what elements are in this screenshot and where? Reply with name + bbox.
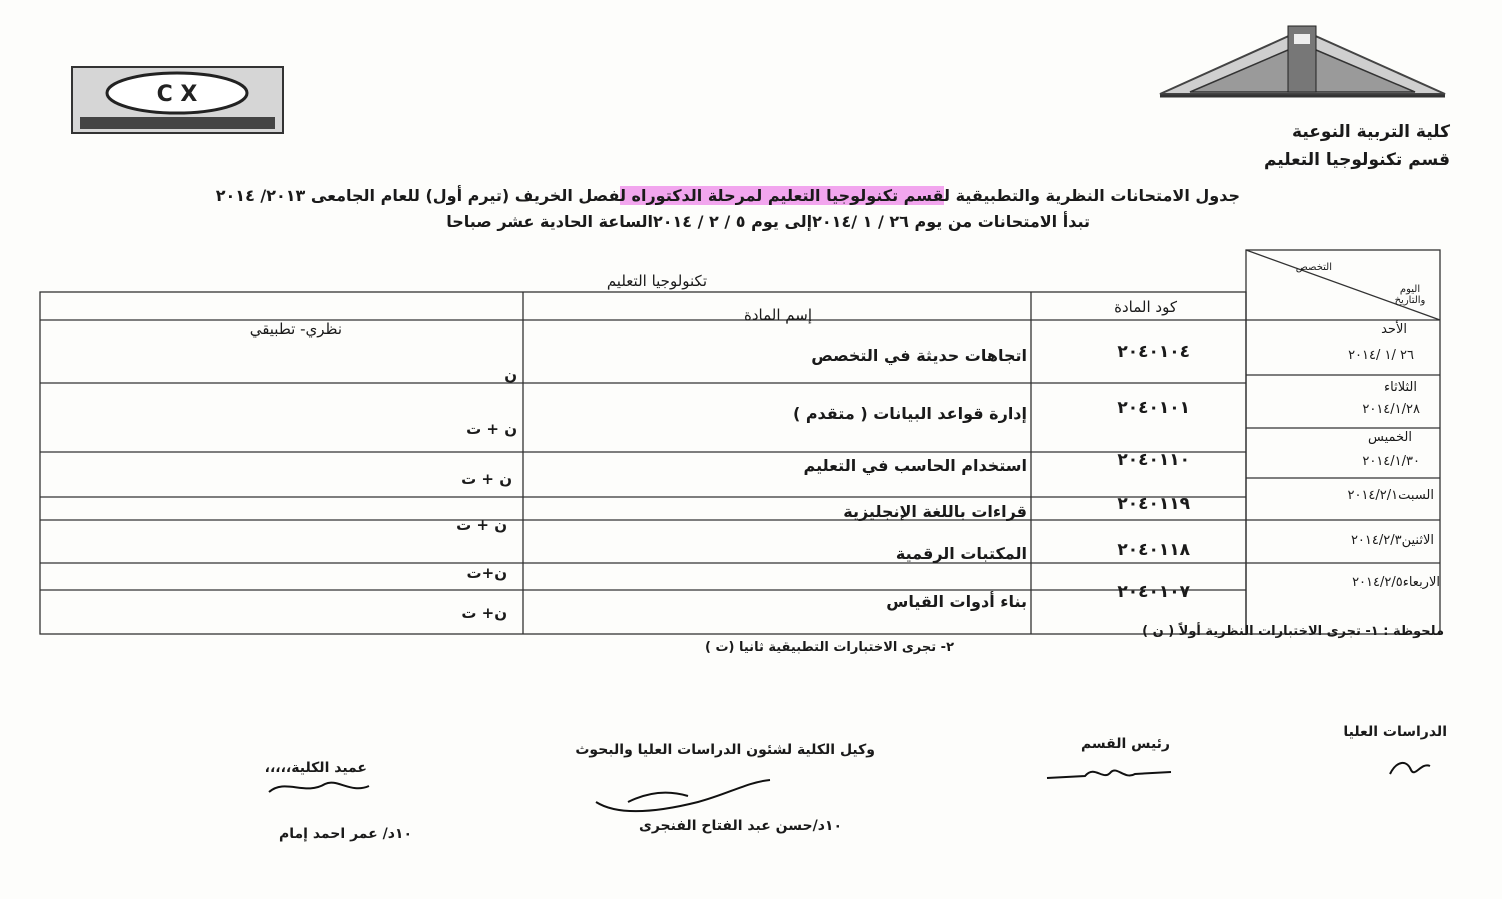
- corner-day-date: اليوم والتاريخ: [1394, 284, 1426, 306]
- row-code: ٢٠٤٠١٠٧: [1117, 582, 1190, 602]
- schedule-subtitle: تبدأ الامتحانات من يوم ٢٦ / ١ /٢٠١٤إلى يوم ٥ / ٢ / ٢٠١٤الساعة الحادية عشر صباحا: [446, 212, 1090, 231]
- row-type: ن: [504, 366, 517, 384]
- row-type: ن+ ت: [461, 604, 507, 622]
- row-code: ٢٠٤٠١٠١: [1117, 398, 1190, 418]
- row-subject: اتجاهات حديثة في التخصص: [811, 346, 1027, 365]
- row-type: ن+ت: [466, 564, 507, 582]
- row-type: ن + ت: [461, 470, 512, 488]
- dean-signature: [265, 774, 375, 800]
- row-code: ٢٠٤٠١٠٤: [1117, 342, 1190, 362]
- department-name: قسم تكنولوجيا التعليم: [1263, 150, 1450, 170]
- head-label: رئيس القسم: [1080, 736, 1170, 752]
- row-day: الاثنين٢٠١٤/٢/٣: [1350, 533, 1434, 548]
- row-code: ٢٠٤٠١١٠: [1117, 450, 1190, 470]
- note-2: ٢- تجرى الاختبارات التطبيقية ثانيا (ت ): [705, 640, 954, 655]
- corner-specialization: التخصص: [1295, 262, 1332, 273]
- row-type: ن + ت: [456, 516, 507, 534]
- note-1: ملحوظة : ١- تجرى الاختبارات النظرية أولاً ( ن ): [1142, 624, 1444, 639]
- svg-text:C X: C X: [156, 82, 198, 107]
- vice-dean-label: وكيل الكلية لشئون الدراسات العليا والبحوث: [575, 742, 875, 758]
- row-date: ٢٦ /١ /٢٠١٤: [1348, 348, 1414, 363]
- row-day: السبت٢٠١٤/٢/١: [1347, 488, 1434, 503]
- row-subject: إدارة قواعد البيانات ( متقدم ): [792, 404, 1027, 423]
- col-subject: إسم المادة: [743, 306, 812, 324]
- row-day: الاربعاء٢٠١٤/٢/٥: [1352, 575, 1440, 590]
- row-subject: بناء أدوات القياس: [886, 592, 1027, 611]
- col-code: كود المادة: [1114, 298, 1177, 316]
- head-signature: [1045, 760, 1175, 786]
- row-code: ٢٠٤٠١١٩: [1117, 494, 1190, 514]
- college-name: كلية التربية النوعية: [1292, 122, 1450, 142]
- row-date: ٢٠١٤/١/٣٠: [1362, 454, 1420, 469]
- postgrad-signature: [1385, 752, 1435, 782]
- row-day: الثلاثاء: [1384, 380, 1417, 395]
- row-subject: قراءات باللغة الإنجليزية: [843, 502, 1027, 521]
- row-code: ٢٠٤٠١١٨: [1117, 540, 1190, 560]
- dean-label: عميد الكلية،،،،،: [264, 760, 367, 776]
- schedule-title: جدول الامتحانات النظرية والتطبيقية لقسم تكنولوجيا التعليم لمرحلة الدكتوراه لفصل الخريف (تيرم أول) للعام الجامعى ٢٠١٣/ ٢٠١٤: [215, 186, 1240, 205]
- row-day: الخميس: [1368, 430, 1412, 445]
- title-highlight: قسم تكنولوجيا التعليم لمرحلة الدكتوراه ل: [619, 186, 944, 205]
- vice-dean-signature: [588, 772, 788, 820]
- row-type: ن + ت: [466, 420, 517, 438]
- dean-name: ١٠د/ عمر احمد إمام: [278, 826, 412, 842]
- specialization-header: تكنولوجيا التعليم: [606, 272, 707, 290]
- row-subject: استخدام الحاسب في التعليم: [803, 456, 1027, 475]
- row-subject: المكتبات الرقمية: [895, 544, 1027, 563]
- postgrad-label: الدراسات العليا: [1343, 724, 1447, 740]
- row-date: ٢٠١٤/١/٢٨: [1362, 402, 1420, 417]
- row-day: الأحد: [1381, 322, 1407, 337]
- col-type: نظري- تطبيقي: [249, 320, 342, 338]
- vice-dean-name: ١٠د/حسن عبد الفتاح الفنجرى: [639, 818, 842, 834]
